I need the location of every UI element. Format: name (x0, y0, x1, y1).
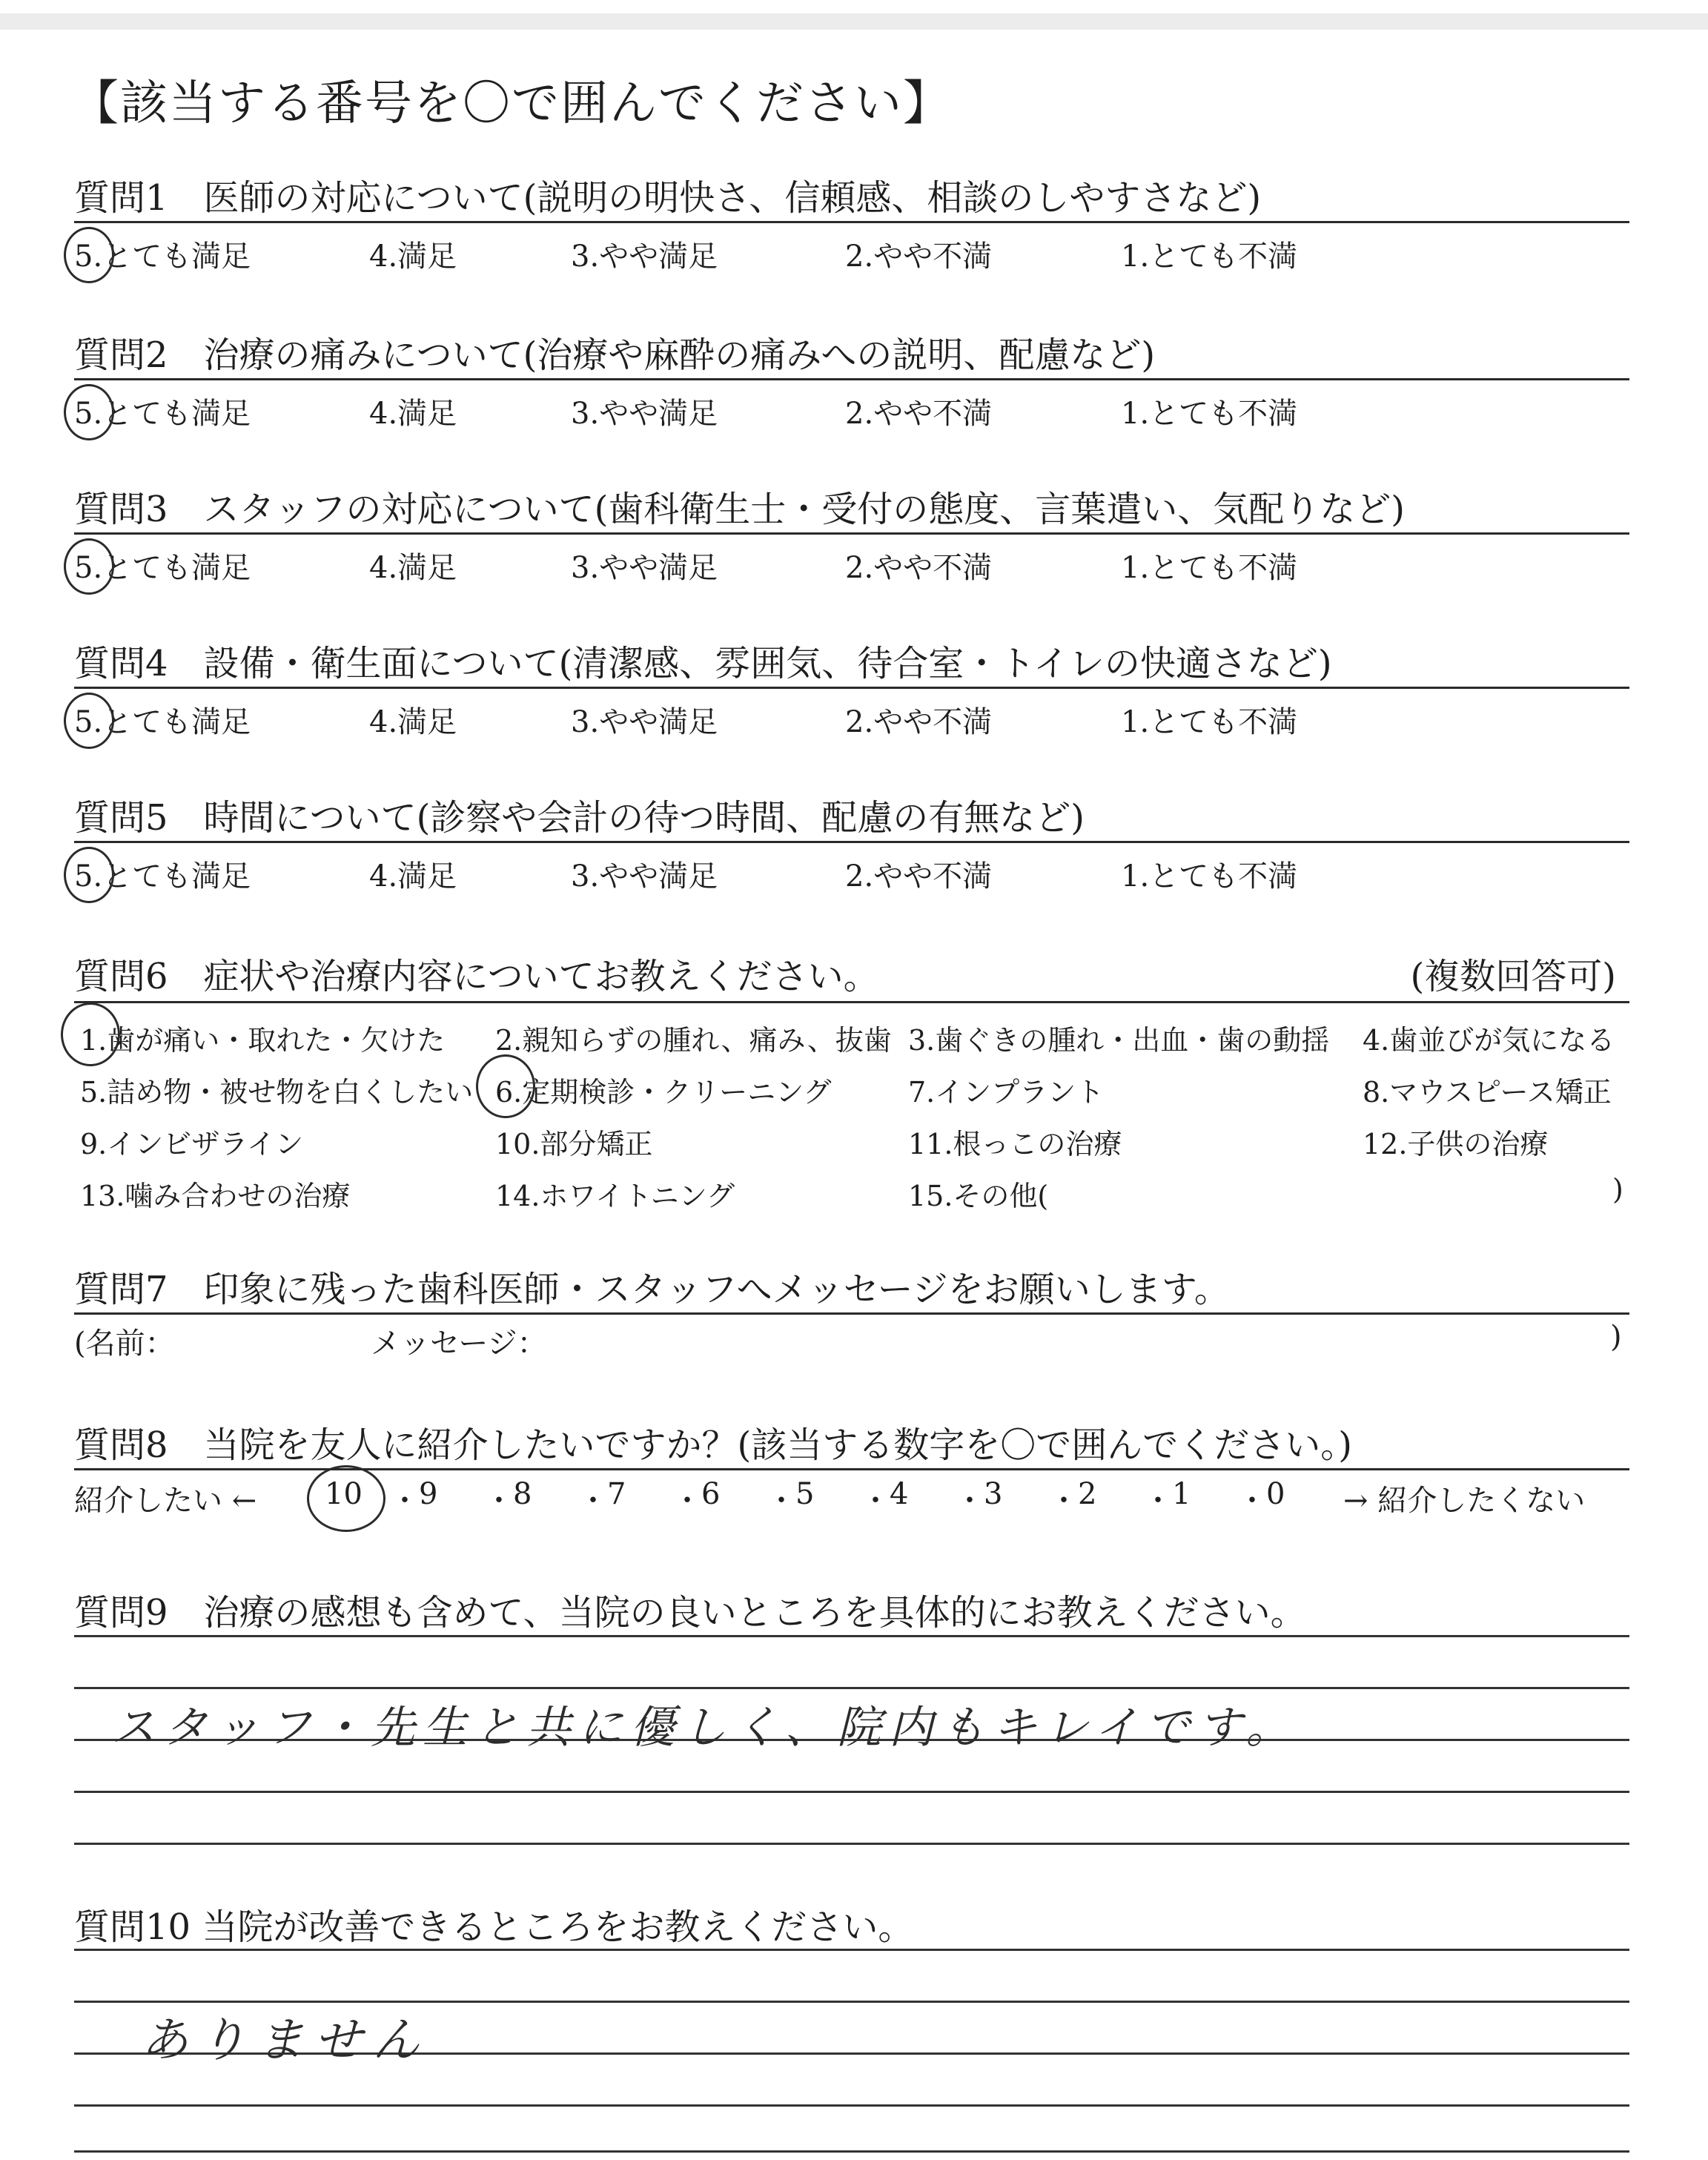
rating-option[interactable]: 2.やや不満 (845, 705, 993, 739)
rating-option[interactable]: 1.とても不満 (1121, 397, 1298, 431)
rating-option[interactable]: 3.やや満足 (571, 551, 718, 585)
rating-option[interactable]: 3.やや満足 (571, 240, 718, 274)
rating-option[interactable]: 3.やや満足 (571, 397, 718, 431)
selection-circle (64, 847, 114, 903)
rating-option[interactable]: 5.とても満足 (74, 859, 251, 894)
q8-rule (74, 1468, 1629, 1470)
rating-option[interactable]: 5.とても満足 (74, 397, 251, 431)
page-title: 【該当する番号を〇で囲んでください】 (71, 76, 952, 131)
q8-scale-number[interactable]: 6 (701, 1477, 721, 1511)
q8-scale-number[interactable]: 10 (325, 1477, 363, 1511)
q8-scale-separator: ・ (578, 1484, 608, 1518)
q6-option[interactable]: 1.歯が痛い・取れた・欠けた (80, 1024, 446, 1057)
q9-handwritten-answer: スタッフ・先生と共に優しく、院内もキレイです。 (111, 1702, 1298, 1754)
q8-scale-separator: ・ (767, 1484, 796, 1518)
q8-scale-separator: ・ (1237, 1484, 1267, 1518)
selection-circle (307, 1465, 385, 1532)
scan-edge (0, 13, 1708, 30)
question-title: 質問5 時間について(診察や会計の待つ時間、配慮の有無など) (74, 797, 1085, 839)
q8-right-label: → 紹介したくない (1343, 1484, 1586, 1518)
question-2 (74, 326, 1631, 378)
q9-line-5 (74, 1843, 1629, 1845)
q8-scale-number[interactable]: 0 (1266, 1477, 1285, 1511)
q10-line-1 (74, 1949, 1629, 1951)
q6-option[interactable]: 10.部分矯正 (495, 1128, 653, 1160)
question-rule (74, 532, 1629, 535)
q10-line-5 (74, 2150, 1629, 2153)
question-5 (74, 789, 1631, 841)
q7-name-label: (名前： (74, 1327, 175, 1361)
q7-close-paren: ) (1610, 1320, 1622, 1354)
q8-scale-number[interactable]: 2 (1078, 1477, 1097, 1511)
q8-scale-number[interactable]: 5 (795, 1477, 815, 1511)
selection-circle (64, 384, 114, 440)
q6-option[interactable]: 13.噛み合わせの治療 (80, 1180, 351, 1212)
question-1 (74, 169, 1631, 221)
q6-option[interactable]: 11.根っこの治療 (908, 1128, 1122, 1160)
q6-rule (74, 1001, 1629, 1003)
rating-option[interactable]: 4.満足 (369, 859, 457, 894)
rating-option[interactable]: 1.とても不満 (1121, 705, 1298, 739)
question-4 (74, 635, 1631, 687)
rating-option[interactable]: 3.やや満足 (571, 705, 718, 739)
q7-title-row (74, 1261, 1631, 1312)
q6-option[interactable]: 8.マウスピース矯正 (1363, 1076, 1612, 1109)
question-rule (74, 378, 1629, 380)
rating-option[interactable]: 4.満足 (369, 705, 457, 739)
q9-line-2 (74, 1687, 1629, 1689)
q8-title: 質問8 当院を友人に紹介したいですか？(該当する数字を〇で囲んでください。) (74, 1424, 1352, 1466)
q6-option[interactable]: 2.親知らずの腫れ、痛み、抜歯 (495, 1024, 892, 1057)
rating-option[interactable]: 2.やや不満 (845, 240, 993, 274)
q6-option[interactable]: 7.インプラント (908, 1076, 1105, 1109)
rating-option[interactable]: 3.やや満足 (571, 859, 718, 894)
q9-title-row (74, 1584, 1631, 1636)
q8-scale-separator: ・ (955, 1484, 984, 1518)
q7-title: 質問7 印象に残った歯科医師・スタッフへメッセージをお願いします。 (74, 1269, 1230, 1310)
q8-left-label: 紹介したい ← (74, 1484, 257, 1518)
rating-option[interactable]: 2.やや不満 (845, 551, 993, 585)
q10-title: 質問10 当院が改善できるところをお教えください。 (74, 1906, 914, 1948)
question-3 (74, 480, 1631, 532)
selection-circle (476, 1054, 535, 1118)
q6-option[interactable]: 14.ホワイトニング (495, 1180, 735, 1212)
q8-scale-number[interactable]: 9 (419, 1477, 438, 1511)
q8-title-row (74, 1416, 1631, 1468)
question-title: 質問1 医師の対応について(説明の明快さ、信頼感、相談のしやすさなど) (74, 177, 1262, 219)
q6-option[interactable]: ) (1612, 1173, 1623, 1206)
q8-scale-separator: ・ (1049, 1484, 1079, 1518)
q6-option[interactable]: 12.子供の治療 (1363, 1128, 1549, 1160)
q10-line-4 (74, 2104, 1629, 2107)
q6-option[interactable]: 15.その他( (908, 1180, 1049, 1212)
q9-line-1 (74, 1635, 1629, 1637)
q6-option[interactable]: 6.定期検診・クリーニング (495, 1076, 832, 1109)
q6-option[interactable]: 9.インビザライン (80, 1128, 304, 1160)
rating-option[interactable]: 4.満足 (369, 397, 457, 431)
q7-message-label: メッセージ： (371, 1327, 547, 1361)
question-title: 質問4 設備・衛生面について(清潔感、雰囲気、待合室・トイレの快適さなど) (74, 643, 1332, 684)
q8-scale-separator: ・ (484, 1484, 514, 1518)
rating-option[interactable]: 4.満足 (369, 551, 457, 585)
q6-title: 質問6 症状や治療内容についてお教えください。 (74, 956, 879, 997)
q10-title-row (74, 1898, 1631, 1950)
rating-option[interactable]: 5.とても満足 (74, 551, 251, 585)
q7-rule (74, 1312, 1629, 1315)
rating-option[interactable]: 1.とても不満 (1121, 551, 1298, 585)
q10-handwritten-answer: ありません (141, 2013, 430, 2068)
rating-option[interactable]: 5.とても満足 (74, 240, 251, 274)
q6-title-row (74, 948, 1631, 1000)
selection-circle (64, 227, 114, 283)
q6-option[interactable]: 5.詰め物・被せ物を白くしたい (80, 1076, 474, 1109)
selection-circle (64, 538, 114, 595)
question-title: 質問2 治療の痛みについて(治療や麻酔の痛みへの説明、配慮など) (74, 334, 1156, 376)
question-rule (74, 841, 1629, 843)
selection-circle (61, 1003, 120, 1066)
q9-title: 質問9 治療の感想も含めて、当院の良いところを具体的にお教えください。 (74, 1592, 1306, 1634)
question-title: 質問3 スタッフの対応について(歯科衛生士・受付の態度、言葉遣い、気配りなど) (74, 489, 1406, 530)
rating-option[interactable]: 2.やや不満 (845, 859, 993, 894)
question-rule (74, 687, 1629, 689)
q8-scale-separator: ・ (390, 1484, 420, 1518)
q6-option[interactable]: 4.歯並びが気になる (1363, 1024, 1615, 1057)
q8-scale-number[interactable]: 4 (890, 1477, 909, 1511)
q8-scale-number[interactable]: 3 (984, 1477, 1003, 1511)
rating-option[interactable]: 2.やや不満 (845, 397, 993, 431)
rating-option[interactable]: 1.とても不満 (1121, 859, 1298, 894)
q8-scale-number[interactable]: 8 (513, 1477, 532, 1511)
q8-scale-separator: ・ (861, 1484, 890, 1518)
q8-scale-separator: ・ (672, 1484, 702, 1518)
rating-option[interactable]: 5.とても満足 (74, 705, 251, 739)
q8-scale-number[interactable]: 7 (607, 1477, 626, 1511)
q6-note: (複数回答可) (1410, 956, 1616, 997)
selection-circle (64, 693, 114, 749)
q6-option[interactable]: 3.歯ぐきの腫れ・出血・歯の動揺 (908, 1024, 1330, 1057)
q9-line-4 (74, 1791, 1629, 1793)
q8-scale-separator: ・ (1143, 1484, 1173, 1518)
rating-option[interactable]: 1.とても不満 (1121, 240, 1298, 274)
question-rule (74, 221, 1629, 223)
q8-scale-number[interactable]: 1 (1172, 1477, 1191, 1511)
rating-option[interactable]: 4.満足 (369, 240, 457, 274)
